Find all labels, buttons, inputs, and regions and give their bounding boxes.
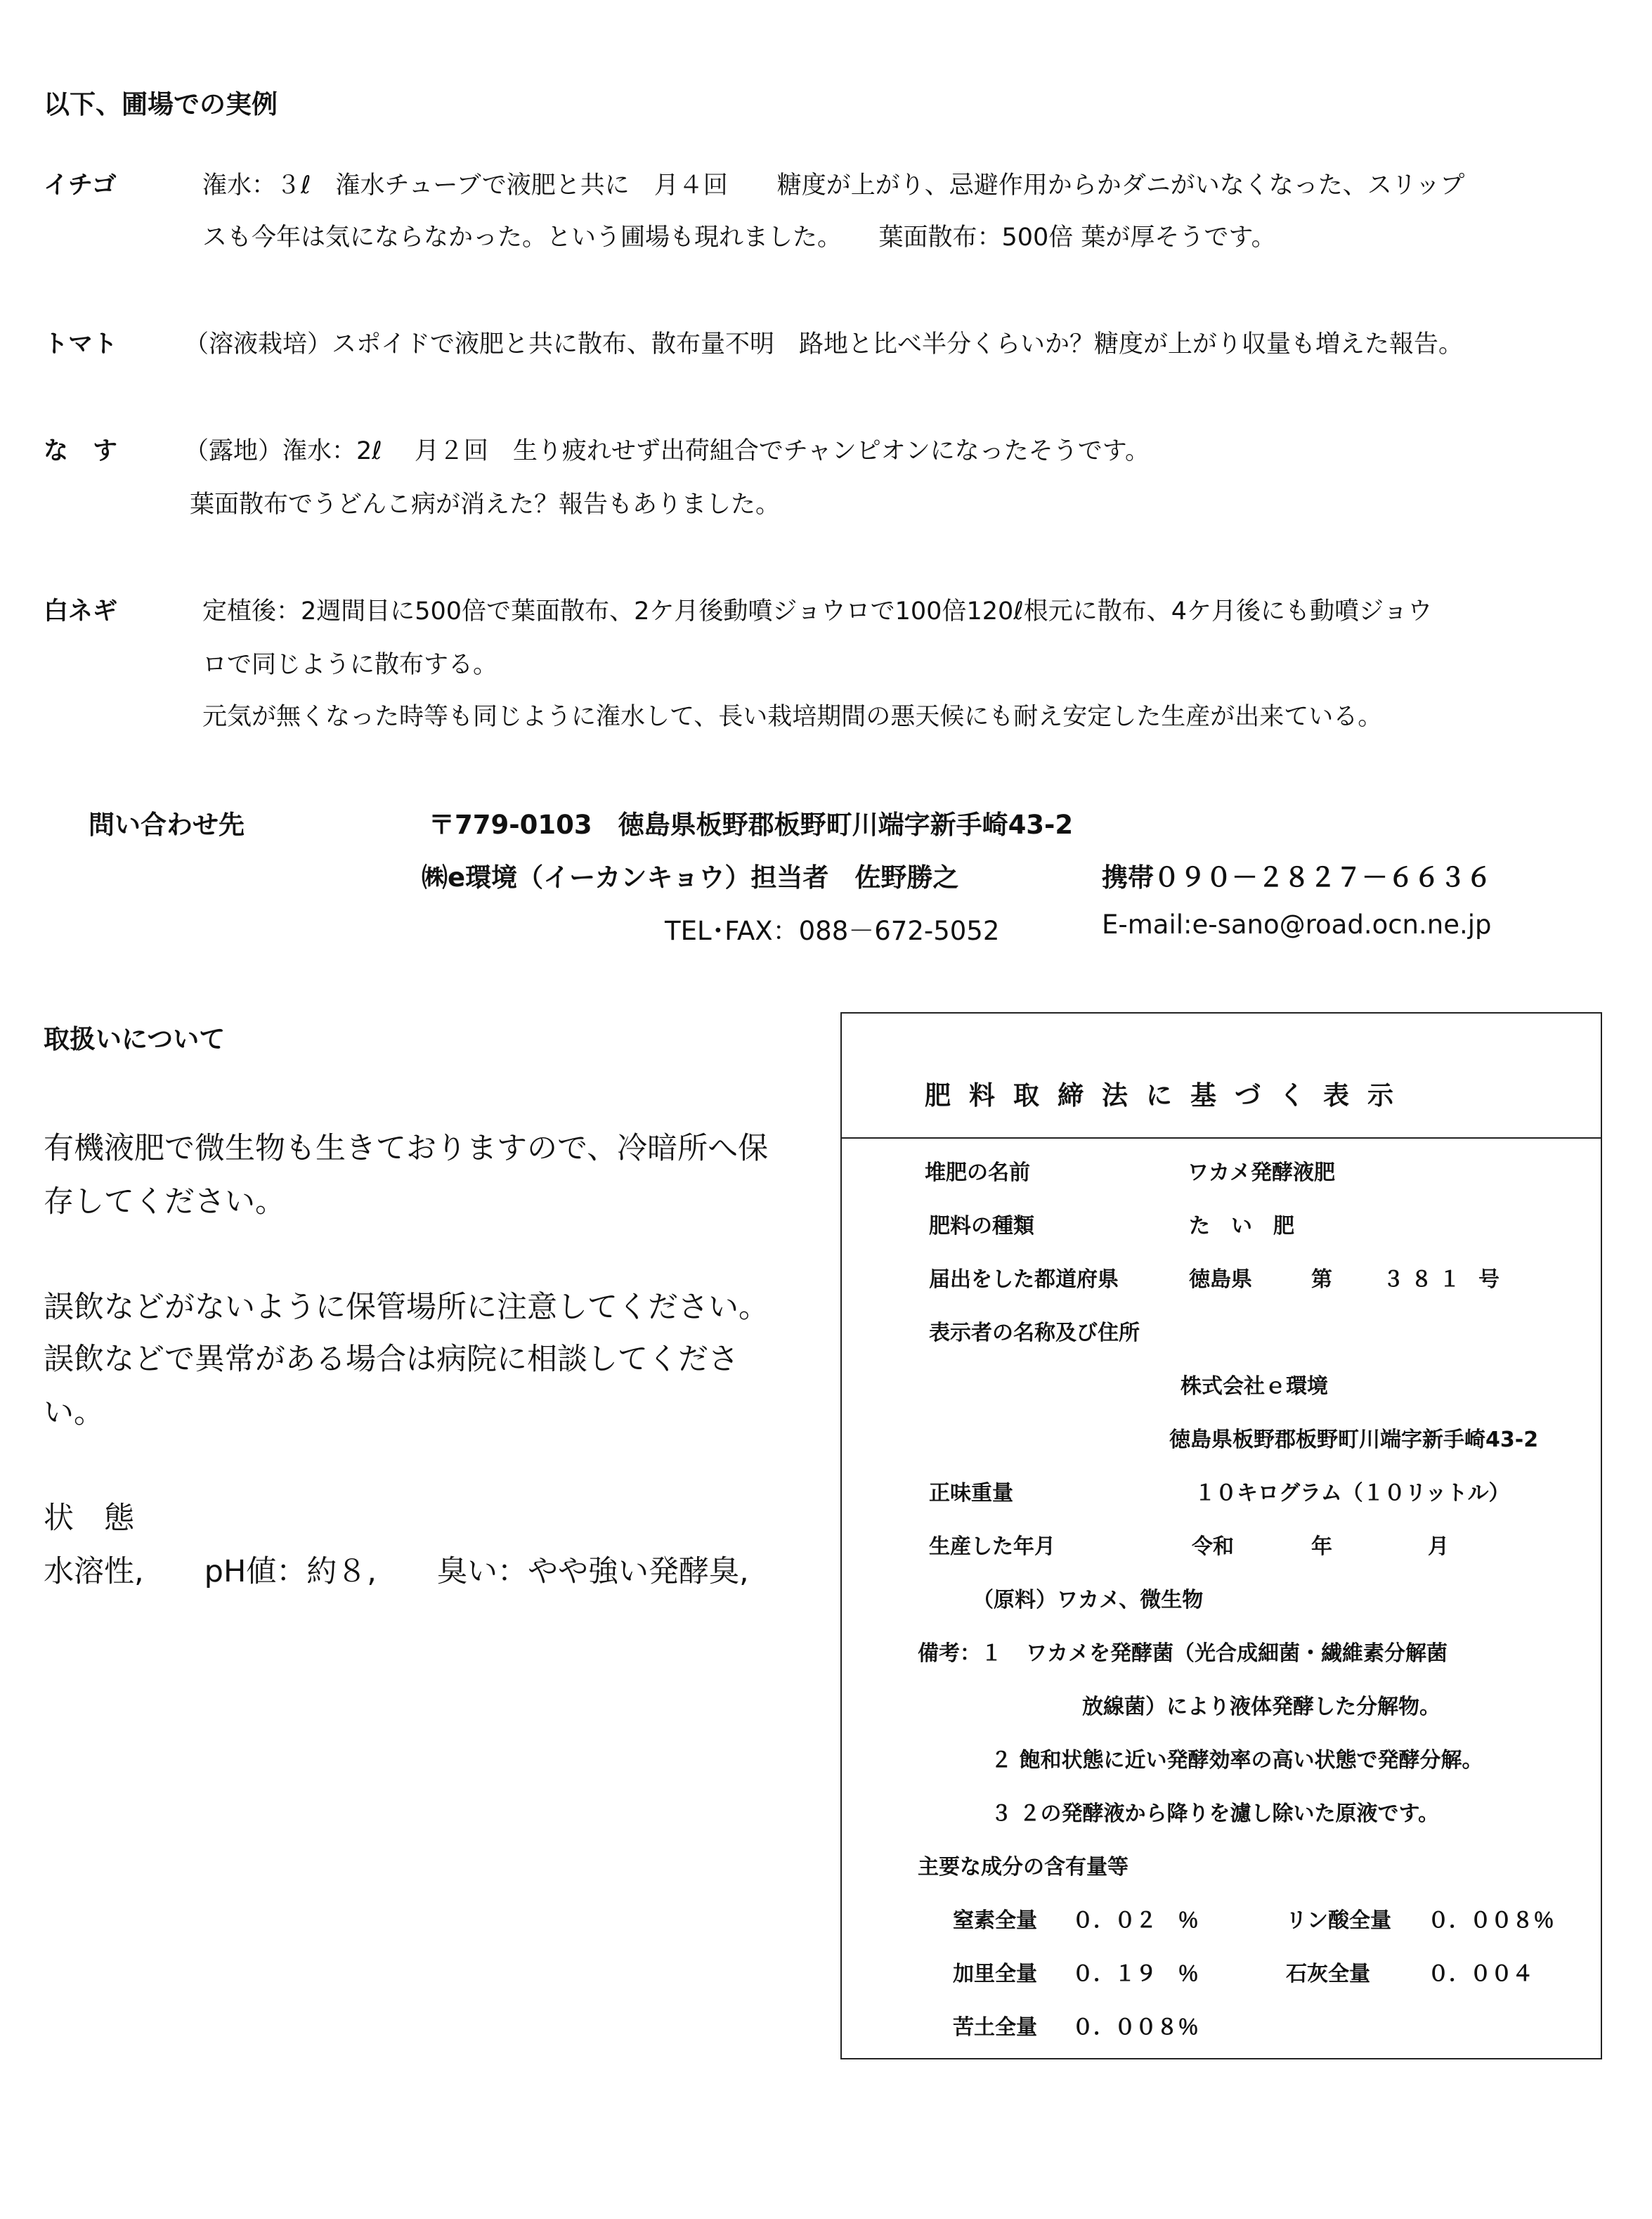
label-box-divider [840, 1137, 1602, 1139]
potassium-label: 加里全量 [953, 1962, 1037, 1986]
materials: （原料）ワカメ、微生物 [973, 1588, 1204, 1612]
components-heading: 主要な成分の含有量等 [918, 1855, 1129, 1880]
notes-label: 備考：１ [918, 1641, 1002, 1666]
nitrogen-label: 窒素全量 [953, 1908, 1037, 1933]
contact-company: ㈱e環境（イーカンキョウ）担当者 佐野勝之 [422, 862, 959, 893]
phosphate-value: ０．００８％ [1428, 1908, 1554, 1933]
nitrogen-value: ０．０２ ％ [1072, 1908, 1199, 1933]
magnesium-label: 苦土全量 [953, 2015, 1037, 2040]
lime-value: ０．００４ [1428, 1962, 1533, 1986]
magnesium-value: ０．００８％ [1072, 2015, 1199, 2040]
produced-era: 令和 [1192, 1534, 1234, 1559]
leek-line-1: 定植後：2週間目に500倍で葉面散布、2ケ月後動噴ジョウロで100倍120ℓ根元に散布、4ケ月後にも動噴ジョウ [202, 597, 1433, 626]
contact-email[interactable]: E-mail:e-sano@road.ocn.ne.jp [1102, 910, 1492, 940]
contact-tel-fax: TEL･FAX：088－672-5052 [665, 916, 1000, 946]
leek-line-2: ロで同じように散布する。 [202, 651, 498, 679]
state-value: 水溶性, pH値：約８, 臭い：やや強い発酵臭, [44, 1554, 749, 1589]
eggplant-line-2: 葉面散布でうどんこ病が消えた？報告もありました。 [190, 491, 781, 519]
eggplant-line-1: （露地）潅水：2ℓ 月２回 生り疲れせず出荷組合でチャンピオンになったそうです。 [184, 437, 1150, 465]
net-weight-label: 正味重量 [929, 1481, 1013, 1506]
contact-label: 問い合わせ先 [89, 810, 245, 840]
leek-line-3: 元気が無くなった時等も同じように潅水して、長い栽培期間の悪天候にも耐え安定した生産が出来ている。 [202, 703, 1383, 731]
note-1-line-1: ワカメを発酵菌（光合成細菌・繊維素分解菌 [1026, 1641, 1448, 1666]
compost-name-value: ワカメ発酵液肥 [1188, 1160, 1335, 1185]
phosphate-label: リン酸全量 [1286, 1908, 1391, 1933]
note-3: ３ ２の発酵液から降りを濾し除いた原液です。 [991, 1801, 1440, 1826]
note-2: ２ 飽和状態に近い発酵効率の高い状態で発酵分解。 [991, 1748, 1483, 1773]
handling-p2-line2: 誤飲などで異常がある場合は病院に相談してくださ [44, 1342, 739, 1377]
produced-year: 年 [1311, 1534, 1332, 1559]
registered-label: 届出をした都道府県 [929, 1267, 1119, 1292]
handling-p2-line1: 誤飲などがないように保管場所に注意してください。 [44, 1290, 769, 1325]
contact-mobile: 携帯０９０－２８２７－６６３６ [1102, 862, 1492, 893]
crop-strawberry-name: イチゴ [44, 172, 117, 200]
handling-heading: 取扱いについて [44, 1024, 226, 1054]
labeler-address: 徳島県板野郡板野町川端字新手崎43‐2 [1169, 1428, 1539, 1452]
registered-number: ３８１ [1383, 1267, 1467, 1292]
lime-label: 石灰全量 [1286, 1962, 1370, 1986]
compost-name-label: 堆肥の名前 [925, 1160, 1030, 1185]
registered-go: 号 [1478, 1267, 1500, 1292]
crop-leek-name: 白ネギ [44, 597, 118, 626]
label-box-title: 肥料取締法に基づく表示 [925, 1080, 1412, 1111]
produced-month: 月 [1428, 1534, 1449, 1559]
crop-eggplant-name: な す [44, 437, 118, 465]
note-1-line-2: 放線菌）により液体発酵した分解物。 [1082, 1695, 1440, 1719]
handling-p1-line2: 存してください。 [44, 1184, 285, 1220]
handling-p2-line3: い。 [44, 1395, 104, 1430]
strawberry-line-2: スも今年は気にならなかった。という圃場も現れました。 葉面散布：500倍 葉が厚そうです。 [202, 224, 1276, 252]
registered-prefecture: 徳島県 [1189, 1267, 1252, 1292]
crop-tomato-name: トマト [44, 330, 118, 358]
strawberry-line-1: 潅水：３ℓ 潅水チューブで液肥と共に 月４回 糖度が上がり、忌避作用からかダニがいなくなった、スリップ [202, 172, 1465, 200]
fertilizer-type-value: た い 肥 [1189, 1214, 1294, 1238]
handling-p1-line1: 有機液肥で微生物も生きておりますので、冷暗所へ保 [44, 1131, 769, 1166]
produced-label: 生産した年月 [929, 1534, 1055, 1559]
registered-dai: 第 [1311, 1267, 1332, 1292]
labeler-label: 表示者の名称及び住所 [929, 1321, 1140, 1345]
fertilizer-type-label: 肥料の種類 [929, 1214, 1034, 1238]
potassium-value: ０．１９ ％ [1072, 1962, 1199, 1986]
contact-address: 〒779-0103 徳島県板野郡板野町川端字新手崎43‐2 [429, 810, 1074, 840]
state-label: 状 態 [44, 1501, 134, 1536]
examples-heading: 以下、圃場での実例 [44, 89, 278, 119]
tomato-line-1: （溶液栽培）スポイドで液肥と共に散布、散布量不明 路地と比べ半分くらいか？糖度が上がり収量も増えた報告。 [184, 330, 1464, 358]
net-weight-value: １０キログラム（１０リットル） [1195, 1481, 1510, 1506]
labeler-name: 株式会社ｅ環境 [1181, 1374, 1328, 1399]
